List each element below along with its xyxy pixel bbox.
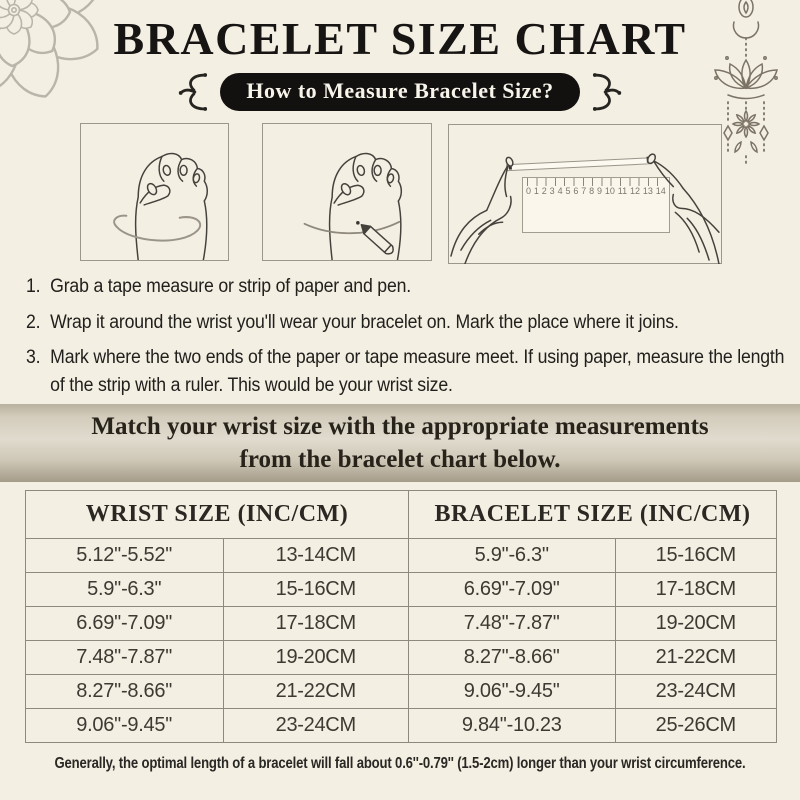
- match-banner-line2: from the bracelet chart below.: [239, 446, 561, 473]
- step-item: [26, 344, 798, 399]
- step-number: 1.: [26, 276, 41, 297]
- size-cell: 25-26CM: [615, 709, 777, 743]
- step-number: 2.: [26, 311, 41, 333]
- step-item: [26, 309, 798, 337]
- step-text: Wrap it around the wrist you'll wear your bracelet on. Mark the place where it joins.: [50, 311, 679, 333]
- size-cell: 8.27''-8.66'': [408, 641, 615, 675]
- size-cell: 13-14CM: [223, 539, 408, 573]
- subtitle-row: [0, 70, 800, 114]
- size-cell: 23-24CM: [223, 709, 408, 743]
- size-cell: 23-24CM: [615, 675, 777, 709]
- size-cell: 19-20CM: [223, 641, 408, 675]
- size-table-body: [26, 539, 777, 743]
- step-text: Mark where the two ends of the paper or tape measure meet. If using paper, measure the length of the strip with a ruler. This would be your wrist size.: [50, 347, 785, 396]
- ruler-number: 5: [565, 186, 571, 196]
- size-cell: 21-22CM: [223, 675, 408, 709]
- size-cell: 9.06''-9.45'': [26, 709, 224, 743]
- ruler-number: 13: [642, 186, 653, 196]
- match-banner: [0, 404, 800, 482]
- bracelet-size-header: BRACELET SIZE (INC/CM): [408, 491, 776, 539]
- illustration-ruler: [448, 124, 722, 264]
- size-cell: 5.12''-5.52'': [26, 539, 224, 573]
- match-banner-line1: Match your wrist size with the appropriate measurements: [91, 413, 709, 440]
- size-row: [26, 539, 777, 573]
- wrist-size-header: WRIST SIZE (INC/CM): [26, 491, 409, 539]
- size-row: [26, 709, 777, 743]
- step-text: Grab a tape measure or strip of paper and pen.: [50, 276, 411, 297]
- size-table: [25, 490, 777, 743]
- size-cell: 17-18CM: [615, 573, 777, 607]
- hand-with-tape-illustration: [81, 124, 228, 260]
- hands-with-ruler-illustration: [449, 125, 721, 264]
- ruler-number: 7: [581, 186, 587, 196]
- size-row: [26, 641, 777, 675]
- hand-with-pen-illustration: [263, 124, 431, 260]
- step-number: 3.: [26, 347, 41, 369]
- size-cell: 6.69''-7.09'': [408, 573, 615, 607]
- size-cell: 21-22CM: [615, 641, 777, 675]
- page-title: BRACELET SIZE CHART: [113, 13, 687, 64]
- size-cell: 9.84''-10.23: [408, 709, 615, 743]
- size-cell: 19-20CM: [615, 607, 777, 641]
- size-row: [26, 675, 777, 709]
- ruler-number: 11: [617, 186, 628, 196]
- ruler-number: 14: [655, 186, 666, 196]
- step-item: [26, 273, 798, 301]
- size-cell: 15-16CM: [223, 573, 408, 607]
- ruler-number: 12: [630, 186, 641, 196]
- illustration-measure-tape: [80, 123, 229, 261]
- ruler-number: 9: [597, 186, 603, 196]
- size-cell: 8.27''-8.66'': [26, 675, 224, 709]
- size-cell: 7.48''-7.87'': [408, 607, 615, 641]
- size-cell: 5.9''-6.3'': [26, 573, 224, 607]
- size-cell: 17-18CM: [223, 607, 408, 641]
- how-to-measure-pill: How to Measure Bracelet Size?: [220, 73, 579, 111]
- size-cell: 7.48''-7.87'': [26, 641, 224, 675]
- ruler-number: 6: [573, 186, 579, 196]
- ruler-number: 1: [533, 186, 539, 196]
- ruler-number: 4: [557, 186, 563, 196]
- ruler-number: 8: [589, 186, 595, 196]
- flourish-right-icon: [592, 70, 624, 114]
- size-row: [26, 607, 777, 641]
- size-table-header-row: [26, 491, 777, 539]
- size-cell: 6.69''-7.09'': [26, 607, 224, 641]
- ruler-number: 3: [549, 186, 555, 196]
- size-cell: 15-16CM: [615, 539, 777, 573]
- illustration-mark-pen: [262, 123, 432, 261]
- size-cell: 5.9''-6.3'': [408, 539, 615, 573]
- size-cell: 9.06''-9.45'': [408, 675, 615, 709]
- flourish-left-icon: [176, 70, 208, 114]
- ruler-number: 2: [541, 186, 547, 196]
- size-row: [26, 573, 777, 607]
- ruler-number: 10: [604, 186, 615, 196]
- steps-list: [26, 273, 798, 407]
- ruler-number: 0: [526, 186, 532, 196]
- footnote: Generally, the optimal length of a bracelet will fall about 0.6''-0.79'' (1.5-2cm) longer than your wrist circumference.: [54, 755, 746, 772]
